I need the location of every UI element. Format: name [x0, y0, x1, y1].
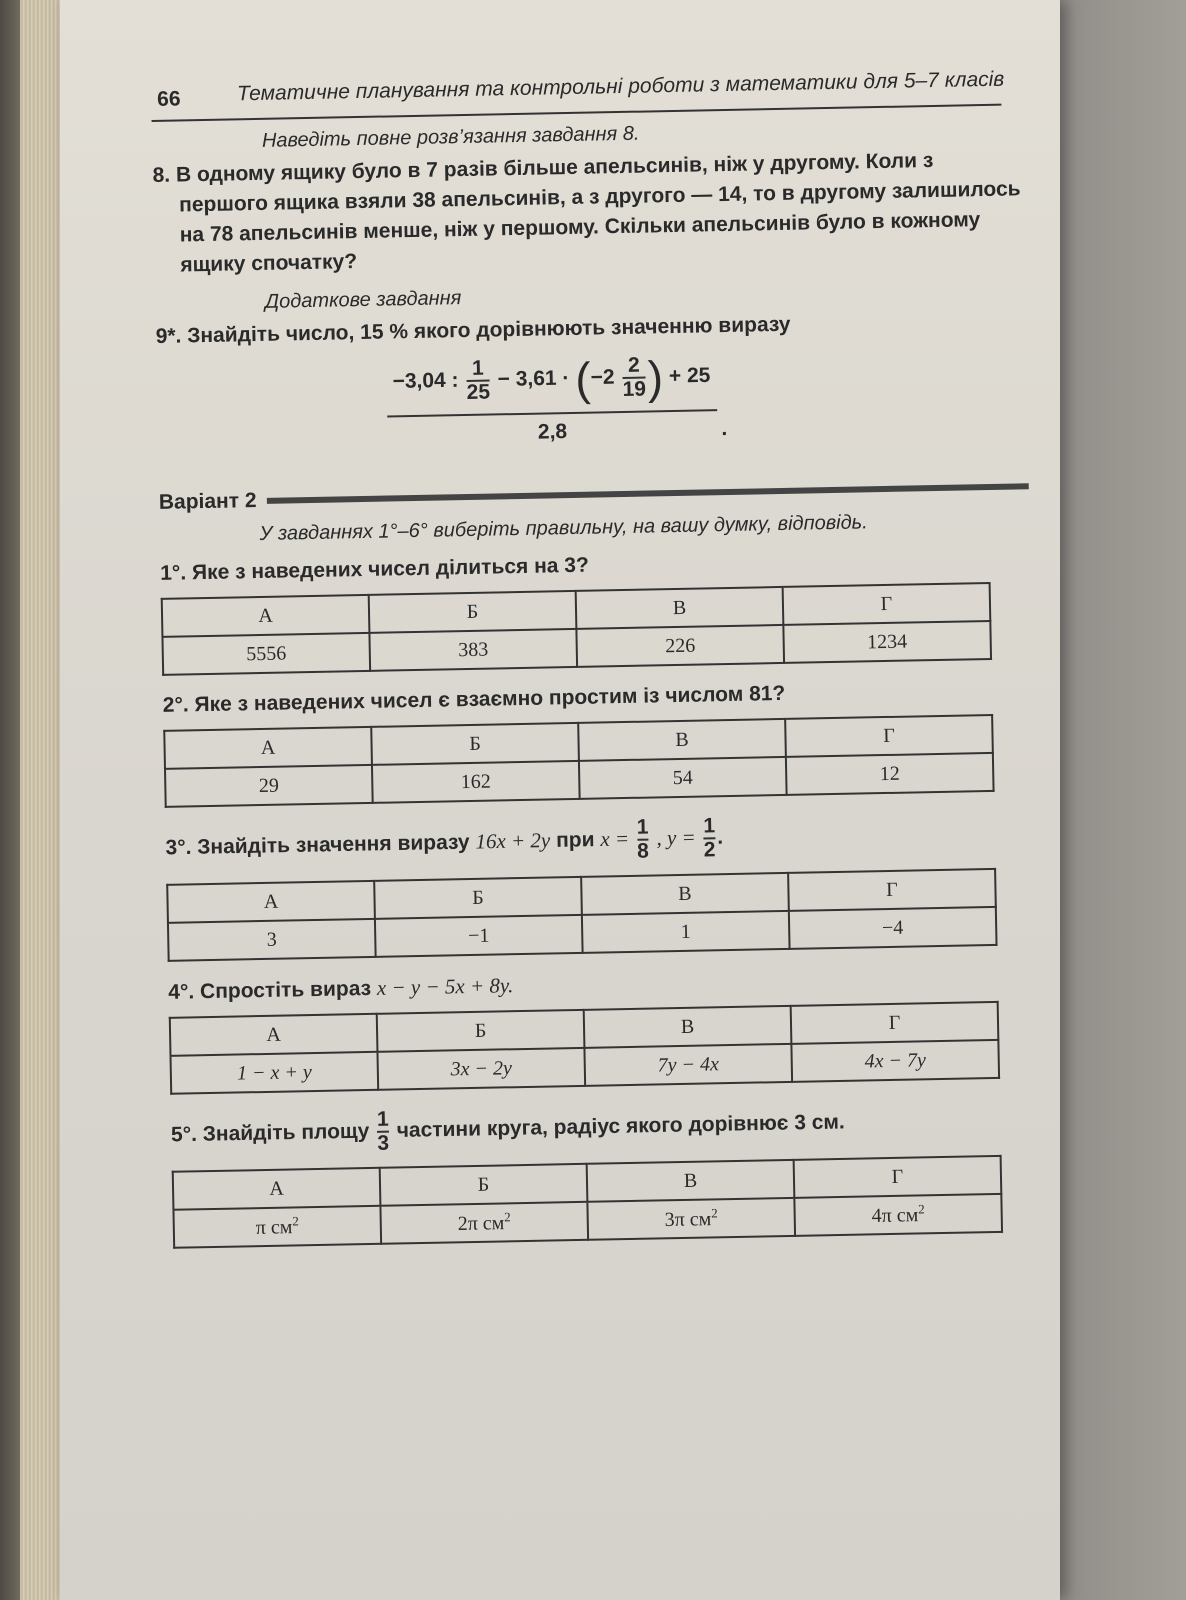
fraction-denominator: 8	[636, 839, 650, 863]
question-4-expression: x − y − 5x + 8y.	[376, 973, 514, 1000]
expression-numerator	[386, 349, 717, 417]
option-c-value	[587, 1198, 795, 1240]
fraction-1-25	[466, 358, 490, 404]
option-c-value: 7y − 4x	[584, 1044, 792, 1086]
question-2: 2°. Яке з наведених чисел є взаємно простим із числом 81?	[162, 681, 786, 717]
option-c-value: 54	[579, 757, 787, 799]
task8-instruction: Наведіть повне розв’язання завдання 8.	[261, 122, 640, 152]
option-c-header: В	[578, 719, 786, 761]
option-a-header: А	[173, 1168, 381, 1210]
fraction-numerator: 2	[627, 353, 640, 377]
expr-term-b: − 3,61 ·	[497, 366, 570, 391]
expr-term-a: −3,04 :	[392, 368, 459, 393]
fraction-denominator: 19	[622, 377, 647, 401]
option-b-value: 162	[372, 761, 580, 803]
option-c-header: В	[581, 873, 789, 915]
open-paren: (	[574, 352, 592, 405]
question-3-expression: 16x + 2y	[475, 828, 551, 854]
fraction-y	[703, 815, 716, 861]
option-b-value: 3x − 2y	[377, 1048, 585, 1090]
expression-denominator	[387, 411, 717, 447]
option-d-value: 12	[786, 753, 994, 795]
variant-title: Варіант 2	[158, 489, 257, 514]
option-a-value: 1 − x + y	[171, 1052, 379, 1094]
question-3	[165, 809, 1036, 872]
extra-task-title: Додаткове завдання	[264, 287, 462, 313]
expression-end-dot: .	[721, 416, 728, 441]
option-d-header: Г	[788, 869, 996, 911]
option-b-value: −1	[375, 915, 583, 957]
option-b-text: 2π см	[457, 1212, 505, 1236]
question-5-suffix: частини круга, радіус якого дорівнює 3 см.	[396, 1110, 845, 1143]
fraction-denominator: 25	[466, 380, 491, 404]
question-3-when: при	[555, 828, 595, 852]
option-d-header: Г	[791, 1002, 999, 1044]
option-c-header: В	[576, 587, 784, 629]
superscript: 2	[504, 1209, 511, 1225]
option-a-value	[173, 1206, 381, 1248]
fraction-numerator: 1	[703, 814, 716, 838]
answers-table-q2	[163, 714, 994, 808]
option-b-value	[380, 1202, 588, 1244]
variant-heading	[159, 474, 1029, 515]
question-1: 1°. Яке з наведених чисел ділиться на 3?	[160, 553, 590, 585]
question-5-text: 5°. Знайдіть площу	[170, 1119, 370, 1147]
superscript: 2	[918, 1201, 925, 1217]
task-9-number: 9*.	[155, 324, 182, 348]
option-c-value: 226	[576, 625, 784, 667]
option-b-header: Б	[380, 1164, 588, 1206]
variant-instructions: У завданнях 1°–6° виберіть правильну, на вашу думку, відповідь.	[259, 511, 868, 545]
fraction-denominator: 2	[703, 838, 716, 862]
option-d-header: Г	[794, 1156, 1002, 1198]
option-d-value: −4	[789, 907, 997, 949]
question-4	[168, 963, 1038, 1005]
superscript: 2	[292, 1213, 299, 1229]
option-c-value: 1	[582, 911, 790, 953]
option-c-text: 3π см	[664, 1208, 712, 1232]
expr-term-d: + 25	[668, 363, 711, 388]
task-9-text: Знайдіть число, 15 % якого дорівнюють значенню виразу	[186, 312, 791, 348]
option-a-header: А	[170, 1014, 378, 1056]
option-d-header: Г	[785, 715, 993, 757]
option-b-header: Б	[374, 877, 582, 919]
variant-rule	[266, 483, 1028, 504]
option-d-value	[794, 1194, 1002, 1236]
question-3-end: .	[717, 825, 724, 849]
option-a-value: 3	[168, 919, 376, 961]
fraction-2-19	[622, 355, 646, 401]
answers-table-q4	[169, 1001, 1000, 1095]
y-label: , y =	[656, 825, 696, 850]
answers-table-q5	[172, 1155, 1003, 1249]
answers-table-q1	[161, 582, 992, 676]
option-d-text: 4π см	[871, 1204, 919, 1228]
fraction-one-third	[377, 1109, 390, 1155]
option-a-header: А	[162, 595, 370, 637]
option-b-header: Б	[371, 723, 579, 765]
task-8	[152, 144, 1024, 280]
fraction-denominator: 3	[377, 1131, 390, 1155]
fraction-x	[637, 817, 650, 863]
x-label: x =	[600, 826, 630, 852]
question-3-text: 3°. Знайдіть значення виразу	[165, 830, 470, 860]
option-c-header: В	[584, 1006, 792, 1048]
option-c-header: В	[587, 1160, 795, 1202]
task-9-expression	[386, 349, 718, 447]
fraction-numerator: 1	[636, 815, 649, 839]
option-b-header: Б	[377, 1010, 585, 1052]
option-b-header: Б	[369, 591, 577, 633]
expr-denominator-value: 2,8	[537, 420, 568, 444]
question-5	[171, 1096, 1042, 1159]
option-b-value: 383	[369, 629, 577, 671]
option-d-value: 4x − 7y	[791, 1040, 999, 1082]
option-d-value: 1234	[783, 621, 991, 663]
option-a-value: 29	[165, 765, 373, 807]
task-8-number: 8.	[152, 163, 171, 187]
option-a-text: π см	[255, 1216, 293, 1240]
option-d-header: Г	[783, 583, 991, 625]
task-8-text: В одному ящику було в 7 разів більше апельсинів, ніж у другому. Коли з першого ящика взяли 38 апельсинів, а з другого — 14, то в другому залишилось на 78 апельсинів менше, ніж у першому. Скільки апельсинів було в кожному ящику спочатку?	[175, 148, 1021, 277]
page-number: 66	[156, 87, 181, 111]
option-a-value: 5556	[162, 633, 370, 675]
expr-term-c: −2	[590, 365, 615, 390]
page-content	[150, 23, 1043, 1266]
option-a-header: А	[167, 881, 375, 923]
running-title: Тематичне планування та контрольні роботи з математики для 5–7 класів	[236, 67, 1005, 106]
running-header	[150, 23, 1021, 112]
fraction-numerator: 1	[376, 1107, 389, 1131]
fraction-numerator: 1	[471, 356, 484, 380]
superscript: 2	[711, 1205, 718, 1221]
option-a-header: А	[164, 727, 372, 769]
answers-table-q3	[166, 868, 997, 962]
question-4-text: 4°. Спростіть вираз	[168, 976, 372, 1004]
close-paren: )	[647, 351, 664, 404]
